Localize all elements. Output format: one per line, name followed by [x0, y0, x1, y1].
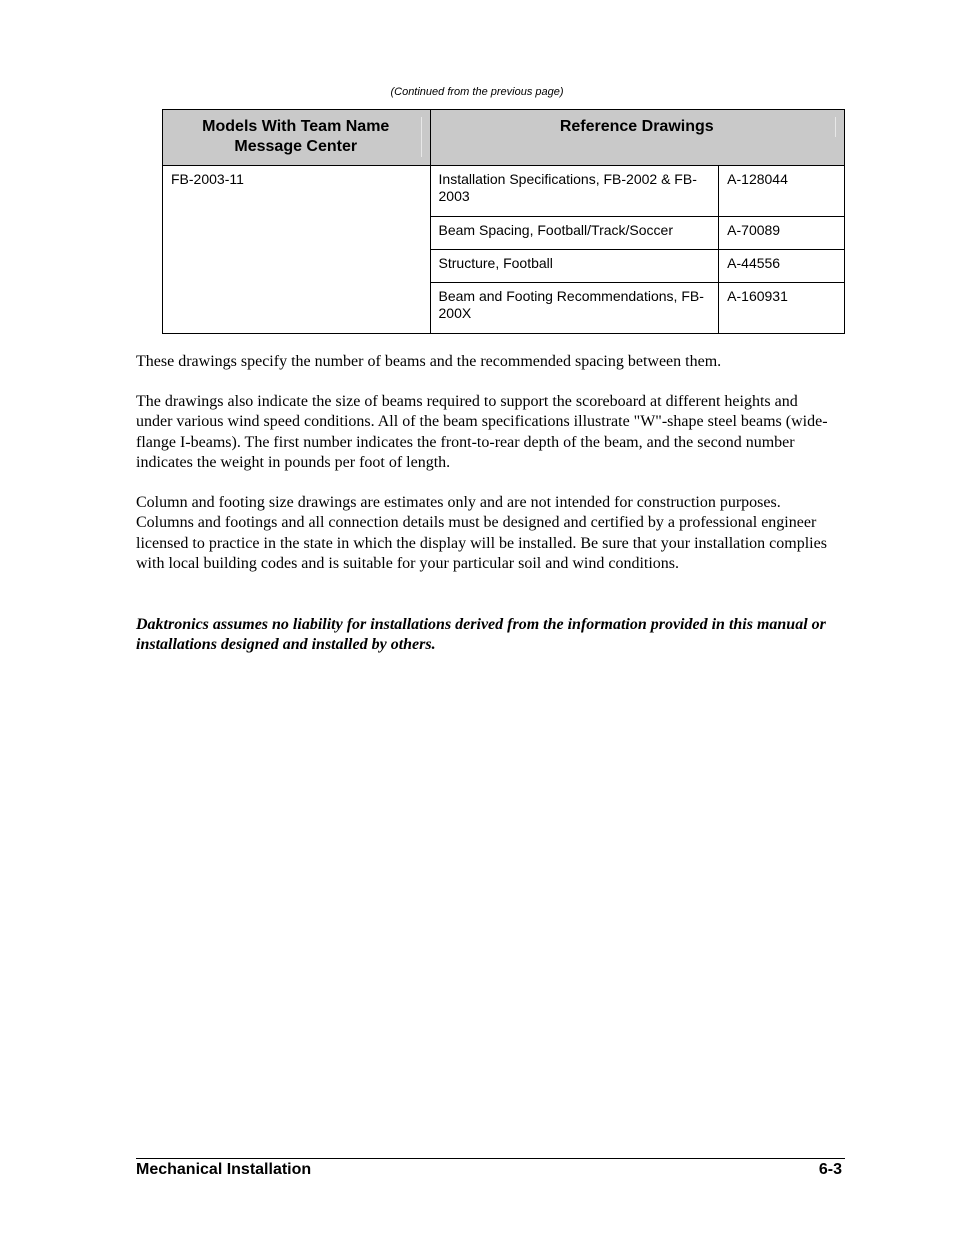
- drawing-number: A-128044: [719, 166, 845, 217]
- continued-note: (Continued from the previous page): [390, 86, 564, 98]
- drawing-number: A-160931: [719, 283, 845, 334]
- drawing-number: A-44556: [719, 250, 845, 283]
- reference-drawings-table: [162, 109, 845, 334]
- paragraph-beam-size: The drawings also indicate the size of beams required to support the scoreboard at different heights and under various wind speed conditions. All of the beam specifications illustrate "W"-shape steel beams (wide-flange I-beams). The first number indicates the front-to-rear depth of the beam, and the second number indicates the weight in pounds per foot of length.: [136, 393, 828, 471]
- liability-disclaimer: Daktronics assumes no liability for installations derived from the information provided in this manual or installations designed and installed by others.: [136, 616, 826, 654]
- drawing-description: Beam Spacing, Football/Track/Soccer: [430, 217, 719, 250]
- footer-section-title: Mechanical Installation: [136, 1161, 312, 1178]
- table-row: [163, 166, 845, 217]
- header-models: Models With Team Name Message Center: [163, 110, 431, 166]
- header-reference-drawings: Reference Drawings: [430, 110, 844, 166]
- table-header-row: [163, 110, 845, 166]
- footer-page-number: 6-3: [818, 1161, 842, 1178]
- drawing-description: Installation Specifications, FB-2002 & FB-2003: [430, 166, 719, 217]
- drawing-description: Beam and Footing Recommendations, FB-200X: [430, 283, 719, 334]
- paragraph-beam-spacing: These drawings specify the number of beams and the recommended spacing between them.: [136, 353, 722, 370]
- drawing-number: A-70089: [719, 217, 845, 250]
- drawing-description: Structure, Football: [430, 250, 719, 283]
- footer-divider: [136, 1158, 845, 1159]
- paragraph-column-footing: Column and footing size drawings are estimates only and are not intended for construction purposes. Columns and footings and all connection details must be designed and certified by a professional engineer licensed to practice in the state in which the display will be installed. Be sure that your installation complies with local building codes and is suitable for your particular soil and wind conditions.: [136, 494, 827, 572]
- model-cell: FB-2003-11: [163, 166, 431, 334]
